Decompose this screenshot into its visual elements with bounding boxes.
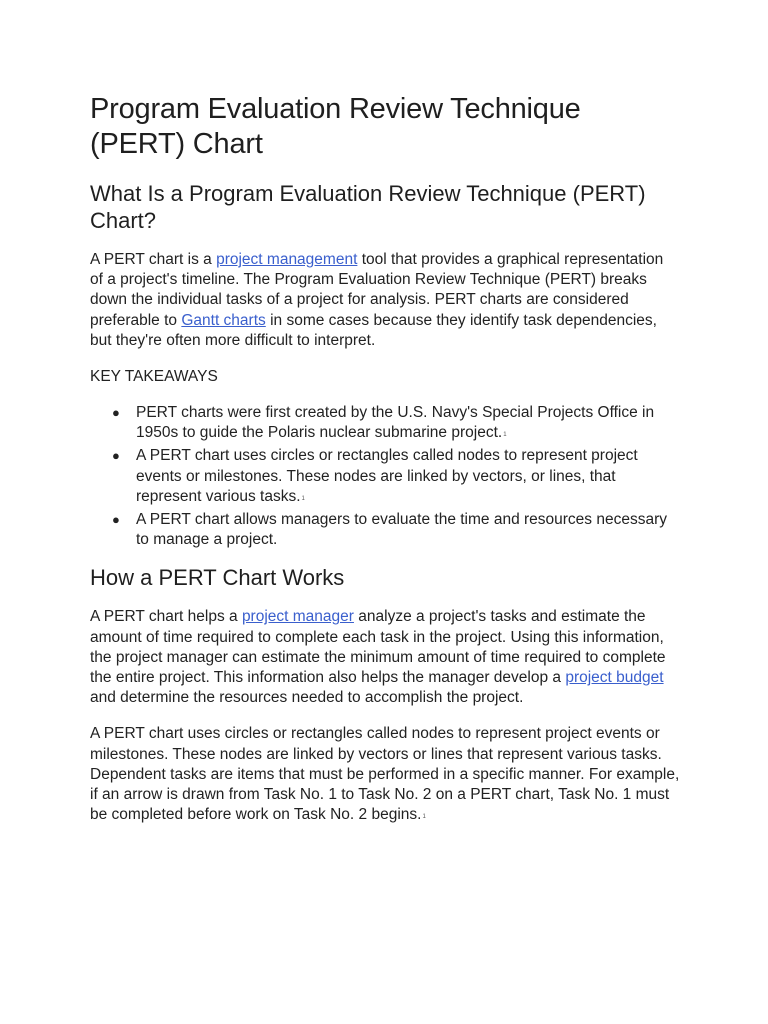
list-item [112, 446, 680, 510]
list-item-text: A PERT chart allows managers to evaluate the time and resources necessary to manage a project. [136, 511, 668, 549]
list-item-text: PERT charts were first created by the U.S. Navy's Special Projects Office in 1950s to guide the Polaris nuclear submarine project. [136, 404, 655, 442]
link-project-manager[interactable]: project manager [241, 608, 354, 626]
intro-text-a: A PERT chart is a [90, 251, 217, 268]
key-takeaways-list [90, 403, 680, 550]
how-text-a: A PERT chart helps a [90, 608, 242, 626]
list-item-text: A PERT chart uses circles or rectangles called nodes to represent project events or milestones. These nodes are linked by vectors, or lines, that represent various tasks. [136, 447, 638, 505]
how-it-works-paragraph-1 [90, 607, 680, 708]
link-project-management[interactable]: project management [216, 251, 358, 268]
how-it-works-paragraph-2 [90, 724, 680, 828]
page-title: Program Evaluation Review Technique (PERT) Chart [90, 93, 581, 160]
bullet-icon: ● [112, 512, 120, 528]
how-text-b: analyze a project's tasks and estimate the amount of time required to complete each task in the project. Using this information, the project manager can estimate the minimum amount of time required to complete the entire project. This information also helps the manager develop a [90, 608, 666, 687]
article [90, 92, 680, 844]
list-item [112, 510, 680, 550]
bullet-icon: ● [112, 448, 120, 464]
bullet-icon: ● [112, 405, 120, 421]
section-heading-how-it-works: How a PERT Chart Works [90, 565, 345, 591]
list-item [112, 403, 680, 446]
section-heading-what-is: What Is a Program Evaluation Review Technique (PERT) Chart? [90, 181, 646, 233]
intro-text-c: in some cases because they identify task dependencies, but they're often more difficult to interpret. [90, 311, 657, 349]
intro-paragraph [90, 250, 680, 351]
footnote-marker[interactable]: 1 [422, 814, 426, 821]
intro-text-b: tool that provides a graphical representation of a project's timeline. The Program Evaluation Review Technique (PERT) breaks down the individual tasks of a project for analysis. PERT charts are considered preferable to [90, 251, 664, 329]
link-project-budget[interactable]: project budget [565, 669, 664, 687]
footnote-marker[interactable]: 1 [301, 495, 305, 502]
key-takeaways-label: KEY TAKEAWAYS [90, 368, 218, 386]
how-text-p2: A PERT chart uses circles or rectangles called nodes to represent project events or milestones. These nodes are linked by vectors or lines that represent various tasks. Dependent tasks are items that must be performed in a specific manner. For example, if an arrow is drawn from Task No. 1 to Task No. 2 on a PERT chart, Task No. 1 must be completed before work on Task No. 2 begins. [90, 725, 680, 824]
link-gantt-charts[interactable]: Gantt charts [181, 311, 266, 329]
footnote-marker[interactable]: 1 [503, 432, 507, 439]
how-text-c: and determine the resources needed to accomplish the project. [90, 689, 524, 707]
